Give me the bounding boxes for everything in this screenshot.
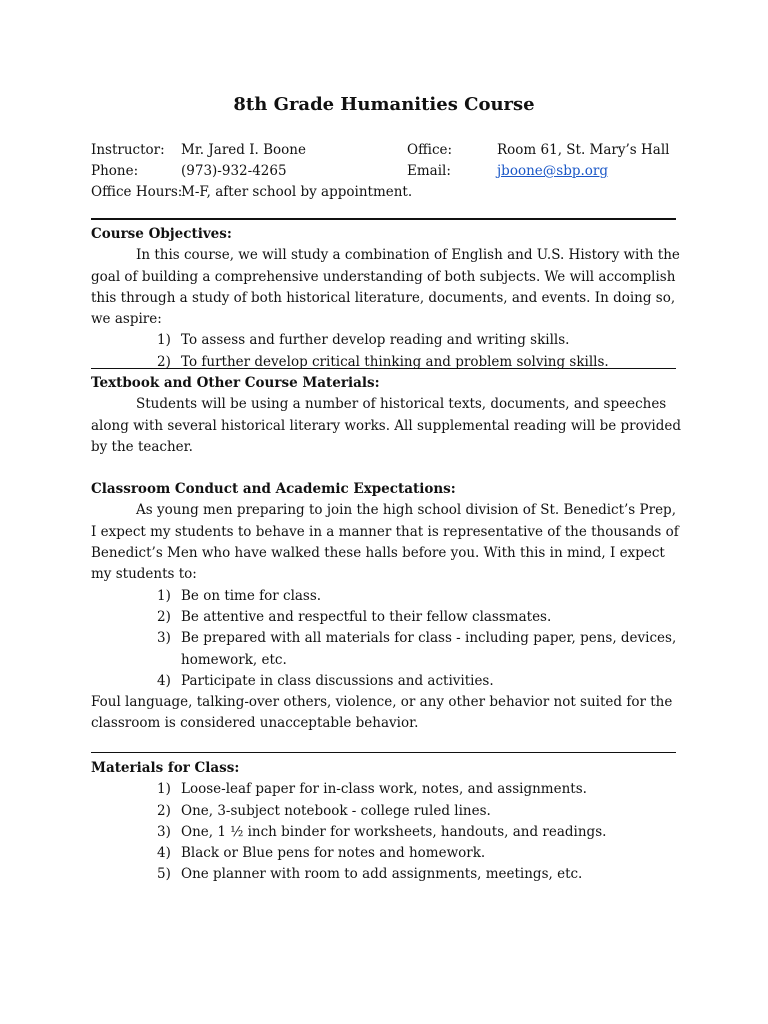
phone-value: (973)-932-4265	[181, 163, 287, 179]
list-item	[91, 671, 681, 692]
instructor-label: Instructor:	[91, 142, 165, 158]
list-item	[91, 628, 681, 671]
list-item	[91, 352, 681, 373]
textbook-heading: Textbook and Other Course Materials:	[91, 375, 380, 391]
list-item	[91, 801, 681, 822]
objectives-paragraph: In this course, we will study a combination of English and U.S. History with the goal of building a comprehensive understanding of both subjects. We will accomplish this through a study of both historical literature, documents, and events. In doing so, we aspire:	[91, 247, 680, 328]
email-link[interactable]: jboone@sbp.org	[497, 163, 608, 179]
list-item	[91, 779, 681, 800]
list-item	[91, 330, 681, 351]
list-text: To assess and further develop reading and writing skills.	[181, 332, 570, 349]
list-text: Participate in class discussions and activities.	[181, 672, 494, 689]
list-number: 1)	[157, 781, 171, 798]
office-hours-value: M-F, after school by appointment.	[181, 184, 413, 200]
list-text: Black or Blue pens for notes and homework.	[181, 845, 486, 862]
list-number: 2)	[157, 353, 171, 370]
office-value: Room 61, St. Mary’s Hall	[497, 142, 670, 158]
list-item	[91, 843, 681, 864]
instructor-value: Mr. Jared I. Boone	[181, 142, 306, 158]
document-title: 8th Grade Humanities Course	[233, 94, 535, 115]
list-text: One, 3-subject notebook - college ruled lines.	[181, 802, 491, 819]
conduct-closing-paragraph: Foul language, talking-over others, violence, or any other behavior not suited for the classroom is considered unacceptable behavior.	[91, 694, 673, 732]
phone-label: Phone:	[91, 163, 139, 179]
office-label: Office:	[407, 142, 453, 158]
list-number: 2)	[157, 802, 171, 819]
office-hours-label: Office Hours:	[91, 184, 183, 200]
list-number: 1)	[157, 587, 171, 604]
list-item	[91, 607, 681, 628]
list-item	[91, 864, 681, 885]
conduct-divider	[91, 752, 676, 753]
list-text: One planner with room to add assignments, meetings, etc.	[181, 866, 583, 883]
objectives-divider	[91, 368, 676, 369]
email-label: Email:	[407, 163, 451, 179]
list-number: 3)	[157, 630, 171, 647]
header-divider	[91, 218, 676, 220]
textbook-section	[91, 373, 681, 735]
list-number: 2)	[157, 608, 171, 625]
list-number: 4)	[157, 845, 171, 862]
list-text: Be on time for class.	[181, 587, 322, 604]
objectives-section	[91, 224, 681, 373]
objectives-list	[91, 330, 681, 373]
materials-heading: Materials for Class:	[91, 760, 240, 776]
objectives-heading: Course Objectives:	[91, 226, 232, 242]
materials-section	[91, 758, 681, 886]
textbook-paragraph: Students will be using a number of historical texts, documents, and speeches along with several historical literary works. All supplemental reading will be provided by the teacher.	[91, 396, 681, 455]
list-number: 4)	[157, 672, 171, 689]
list-item	[91, 586, 681, 607]
list-text: One, 1 ½ inch binder for worksheets, handouts, and readings.	[181, 823, 607, 840]
conduct-paragraph: As young men preparing to join the high school division of St. Benedict’s Prep, I expect my students to behave in a manner that is representative of the thousands of Benedict’s Men who have walked these halls before you. With this in mind, I expect my students to:	[91, 502, 679, 583]
list-text: Be attentive and respectful to their fellow classmates.	[181, 608, 552, 625]
conduct-list	[91, 586, 681, 692]
list-text: To further develop critical thinking and problem solving skills.	[181, 353, 609, 370]
conduct-heading: Classroom Conduct and Academic Expectations:	[91, 481, 456, 498]
list-number: 5)	[157, 866, 171, 883]
list-number: 1)	[157, 332, 171, 349]
list-text: Loose-leaf paper for in-class work, notes, and assignments.	[181, 781, 587, 798]
list-number: 3)	[157, 823, 171, 840]
materials-list	[91, 779, 681, 885]
list-text: Be prepared with all materials for class - including paper, pens, devices, homework, etc.	[181, 630, 677, 668]
list-item	[91, 822, 681, 843]
